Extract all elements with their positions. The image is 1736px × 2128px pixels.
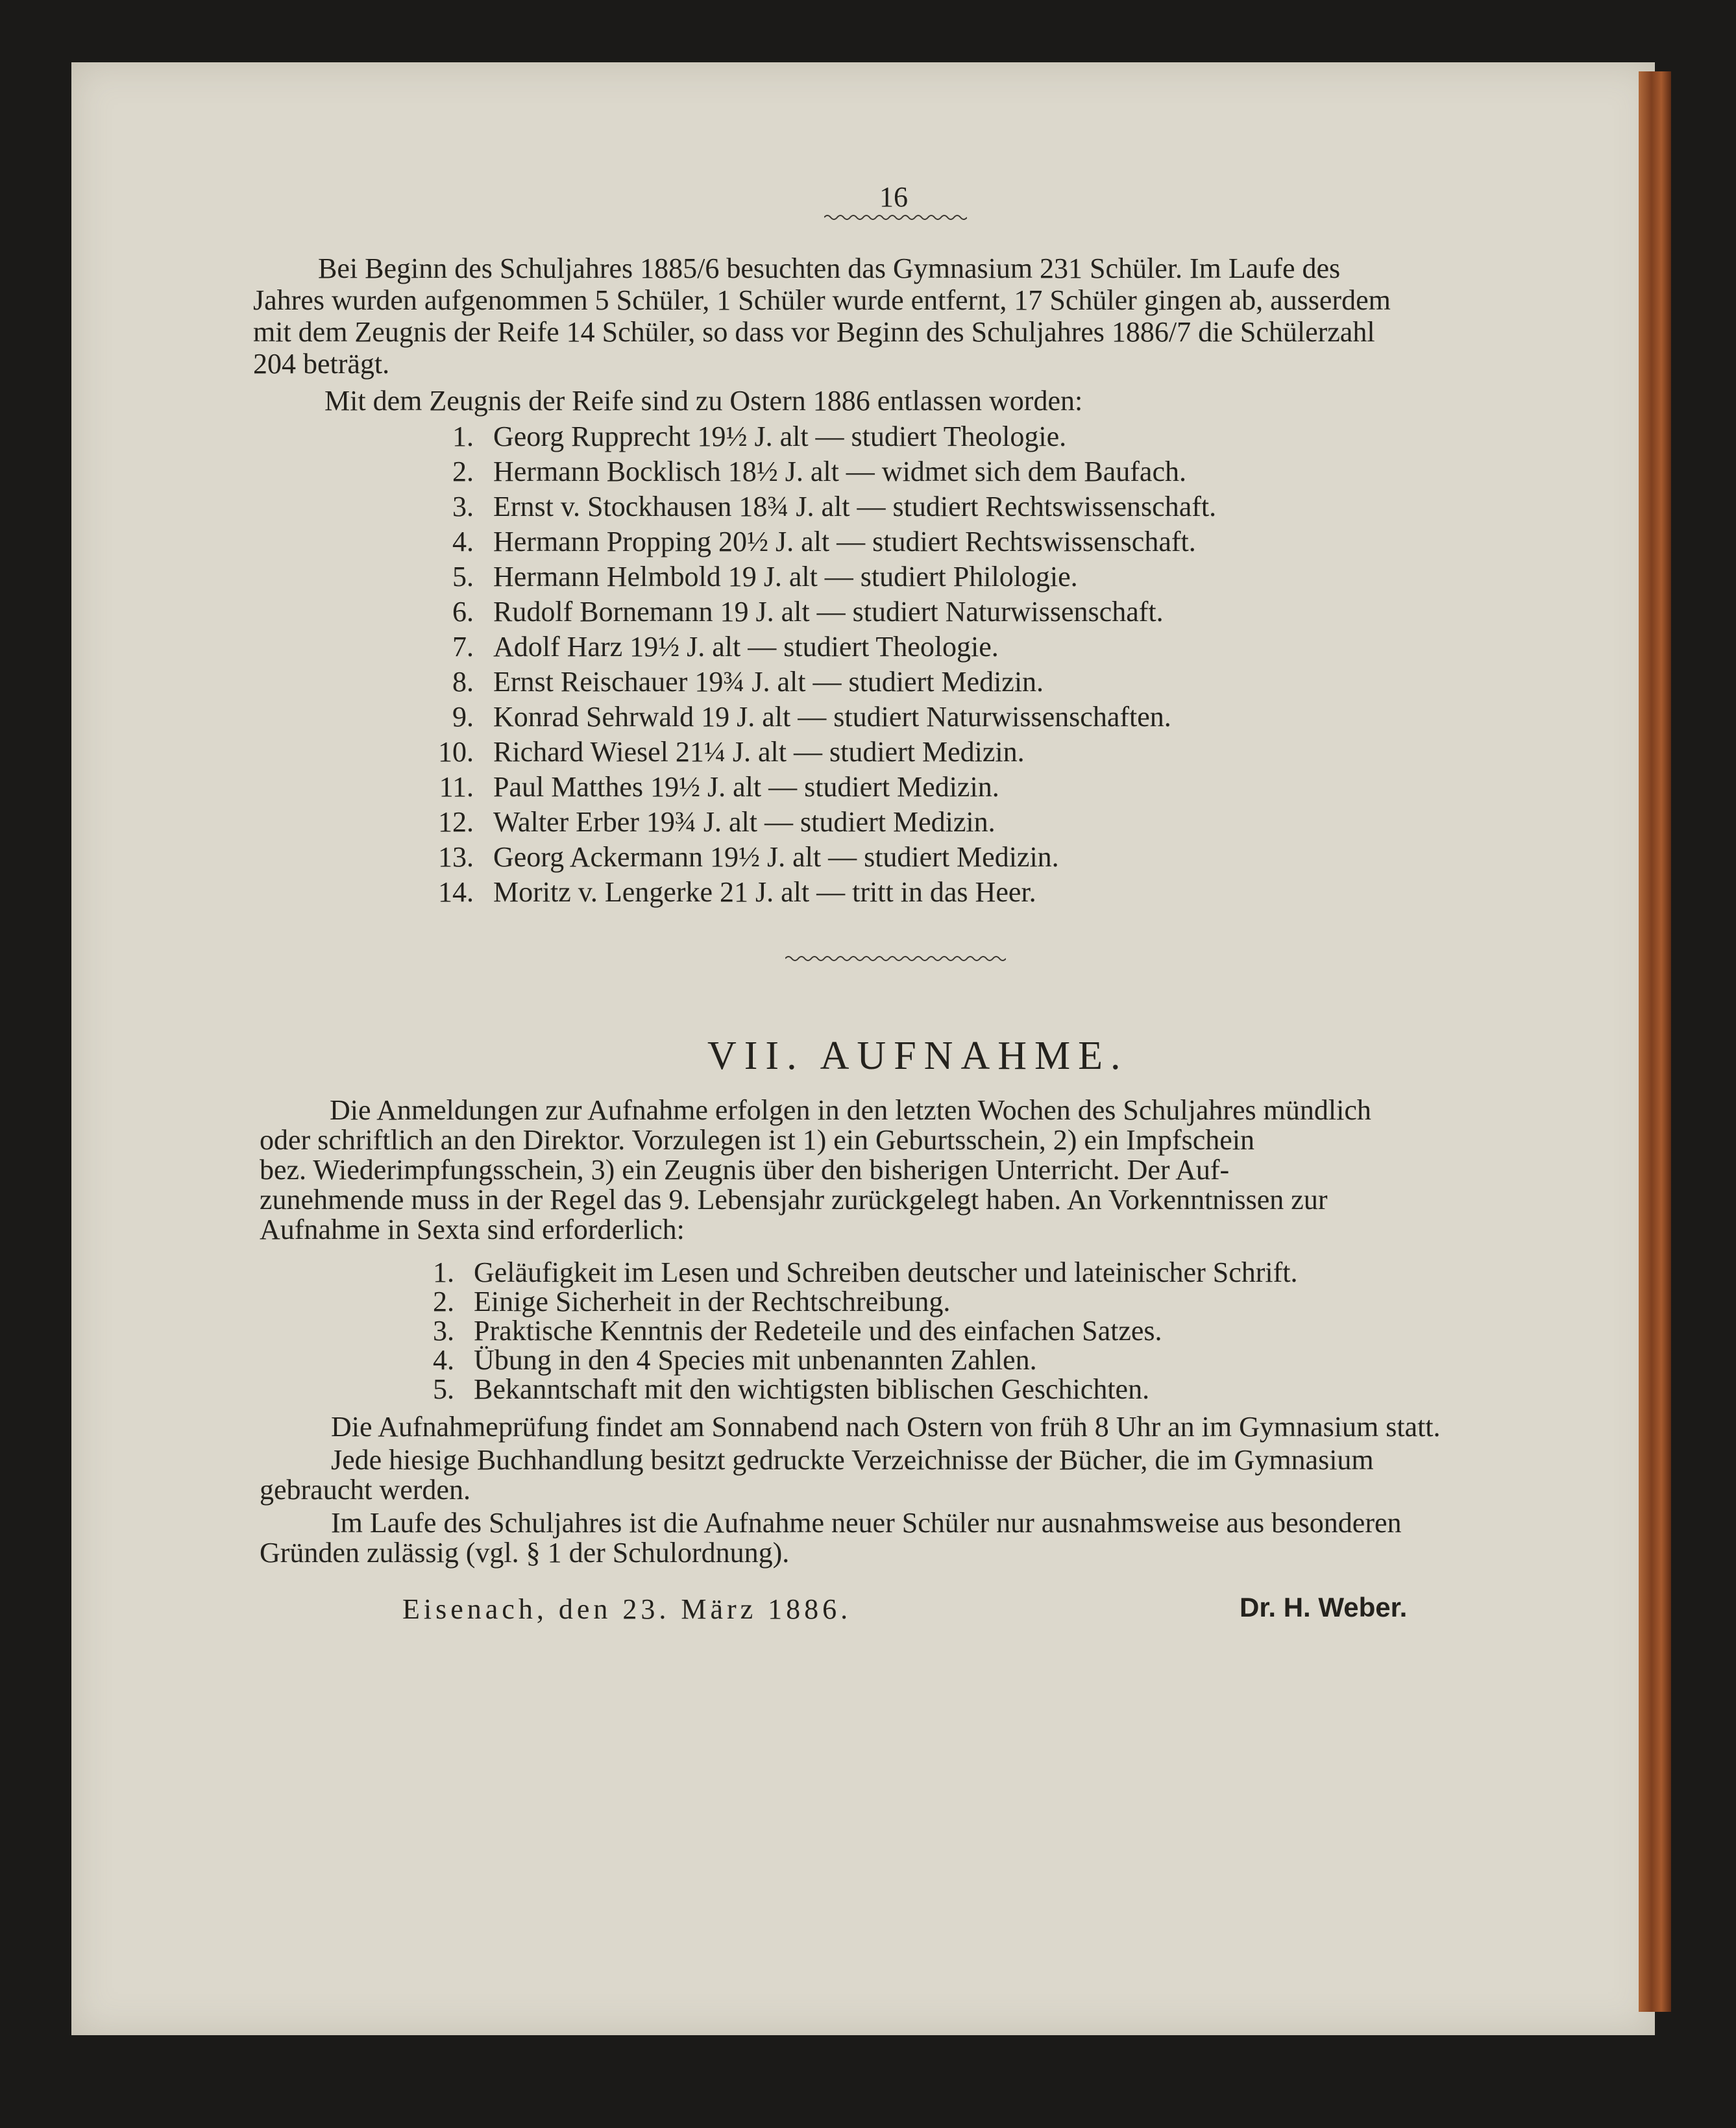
list-item: Adolf Harz 19½ J. alt — studiert Theologie. xyxy=(493,631,999,663)
list-item-number: 3. xyxy=(452,491,474,522)
section-divider xyxy=(785,954,1006,963)
list-item-number: 11. xyxy=(439,771,474,803)
section-line-2: oder schriftlich an den Direktor. Vorzulegen ist 1) ein Geburtsschein, 2) ein Impfschein xyxy=(260,1124,1255,1156)
list-item-number: 5. xyxy=(452,561,474,593)
intro-line-3: mit dem Zeugnis der Reife 14 Schüler, so dass vor Beginn des Schuljahres 1886/7 die Schülerzahl xyxy=(253,316,1375,348)
list-item: Hermann Bocklisch 18½ J. alt — widmet sich dem Baufach. xyxy=(493,456,1186,487)
list-item: Geläufigkeit im Lesen und Schreiben deutscher und lateinischer Schrift. xyxy=(474,1256,1298,1288)
list-item: Konrad Sehrwald 19 J. alt — studiert Naturwissenschaften. xyxy=(493,701,1171,733)
closing-line-1: Die Aufnahmeprüfung findet am Sonnabend nach Ostern von früh 8 Uhr an im Gymnasium statt. xyxy=(331,1411,1441,1443)
list-item-number: 2. xyxy=(433,1286,454,1317)
section-line-3: bez. Wiederimpfungsschein, 3) ein Zeugnis über den bisherigen Unterricht. Der Auf- xyxy=(260,1154,1230,1186)
page-number: 16 xyxy=(879,181,908,213)
page-edge xyxy=(1639,71,1671,2012)
list-item: Übung in den 4 Species mit unbenannten Zahlen. xyxy=(474,1344,1037,1376)
section-line-5: Aufnahme in Sexta sind erforderlich: xyxy=(260,1214,685,1245)
list-item-number: 10. xyxy=(438,736,474,768)
list-item: Einige Sicherheit in der Rechtschreibung. xyxy=(474,1286,951,1317)
list-item: Paul Matthes 19½ J. alt — studiert Medizin. xyxy=(493,771,999,803)
list-item-number: 6. xyxy=(452,596,474,628)
list-item: Ernst Reischauer 19¾ J. alt — studiert Medizin. xyxy=(493,666,1044,698)
list-item-number: 4. xyxy=(433,1344,454,1376)
section-line-4: zunehmende muss in der Regel das 9. Lebensjahr zurückgelegt haben. An Vorkenntnissen zur xyxy=(260,1184,1328,1216)
list-item-number: 14. xyxy=(438,876,474,908)
list-item-number: 7. xyxy=(452,631,474,663)
list-item-number: 4. xyxy=(452,526,474,557)
intro-line-4: 204 beträgt. xyxy=(253,348,390,380)
page-number-ornament xyxy=(824,213,967,222)
signature: Dr. H. Weber. xyxy=(1240,1592,1408,1622)
list-item-number: 8. xyxy=(452,666,474,698)
closing-line-3: gebraucht werden. xyxy=(260,1474,471,1506)
closing-line-5: Gründen zulässig (vgl. § 1 der Schulordnung). xyxy=(260,1537,790,1569)
list-item: Moritz v. Lengerke 21 J. alt — tritt in das Heer. xyxy=(493,876,1036,908)
list-item: Georg Ackermann 19½ J. alt — studiert Medizin. xyxy=(493,841,1059,873)
section-title: VII. AUFNAHME. xyxy=(707,1034,1129,1078)
list-item-number: 1. xyxy=(452,421,474,452)
section-line-1: Die Anmeldungen zur Aufnahme erfolgen in den letzten Wochen des Schuljahres mündlich xyxy=(330,1094,1371,1126)
list-item: Georg Rupprecht 19½ J. alt — studiert Theologie. xyxy=(493,421,1067,452)
list-item: Rudolf Bornemann 19 J. alt — studiert Naturwissenschaft. xyxy=(493,596,1164,628)
graduates-intro: Mit dem Zeugnis der Reife sind zu Ostern 1886 entlassen worden: xyxy=(324,385,1083,417)
list-item: Hermann Propping 20½ J. alt — studiert Rechtswissenschaft. xyxy=(493,526,1196,557)
list-item-number: 9. xyxy=(452,701,474,733)
closing-line-4: Im Laufe des Schuljahres ist die Aufnahme neuer Schüler nur ausnahmsweise aus besonderen xyxy=(331,1507,1402,1539)
list-item: Hermann Helmbold 19 J. alt — studiert Philologie. xyxy=(493,561,1078,593)
list-item-number: 12. xyxy=(438,806,474,838)
list-item: Richard Wiesel 21¼ J. alt — studiert Medizin. xyxy=(493,736,1025,768)
intro-line-1: Bei Beginn des Schuljahres 1885/6 besuchten das Gymnasium 231 Schüler. Im Laufe des xyxy=(318,252,1341,284)
list-item: Praktische Kenntnis der Redeteile und des einfachen Satzes. xyxy=(474,1315,1162,1347)
list-item: Bekanntschaft mit den wichtigsten biblischen Geschichten. xyxy=(474,1373,1150,1405)
list-item-number: 2. xyxy=(452,456,474,487)
list-item-number: 5. xyxy=(433,1373,454,1405)
list-item-number: 1. xyxy=(433,1256,454,1288)
list-item: Ernst v. Stockhausen 18¾ J. alt — studiert Rechtswissenschaft. xyxy=(493,491,1217,522)
list-item: Walter Erber 19¾ J. alt — studiert Medizin. xyxy=(493,806,996,838)
intro-line-2: Jahres wurden aufgenommen 5 Schüler, 1 Schüler wurde entfernt, 17 Schüler gingen ab, ausserdem xyxy=(253,284,1391,316)
list-item-number: 3. xyxy=(433,1315,454,1347)
closing-line-2: Jede hiesige Buchhandlung besitzt gedruckte Verzeichnisse der Bücher, die im Gymnasium xyxy=(331,1444,1374,1476)
list-item-number: 13. xyxy=(438,841,474,873)
place-date: Eisenach, den 23. März 1886. xyxy=(402,1593,852,1625)
